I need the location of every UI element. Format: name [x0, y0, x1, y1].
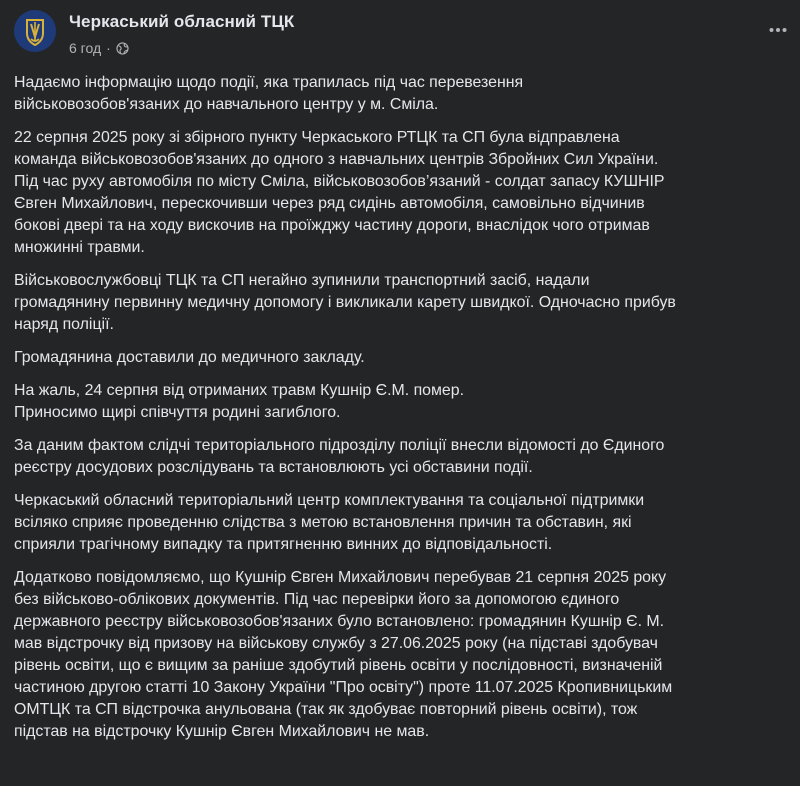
post-paragraph: Додатково повідомляємо, що Кушнір Євген Михайлович перебував 21 серпня 2025 року без військово-облікових документів. Під час перевірки його за допомогою єдиного державного реєстру військовозобов'язаних було встановлено: громадянин Кушнір Є. М. мав відстрочку від призову на військову службу з 27.06.2025 року (на підставі здобувач рівень освіти, що є вищим за раніше здобутий рівень освіти у послідовності, визначеній частиною другою статті 10 Закону України "Про освіту") проте 11.07.2025 Кропивницьким ОМТЦК та СП відстрочка анульована (так як здобуває повторний рівень освіти), тож підстав на відстрочку Кушнір Євген Михайлович не мав. [14, 569, 673, 740]
post-meta [69, 39, 129, 57]
meta-separator: · [106, 40, 111, 56]
post-header [0, 0, 800, 64]
post-paragraph: На жаль, 24 серпня від отриманих травм Кушнір Є.М. помер. Приносимо щирі співчуття родині загиблого. [14, 382, 465, 421]
post-timestamp[interactable]: 6 год [69, 40, 102, 56]
post-paragraph: Черкаський обласний територіальний центр комплектування та соціальної підтримки всіляко сприяє проведенню слідства з метою встановлення причин та обставин, які сприяли трагічному випадку та притягненню винних до відповідальності. [14, 492, 645, 553]
more-horizontal-icon[interactable] [768, 20, 788, 40]
globe-icon[interactable] [116, 42, 129, 55]
page-avatar[interactable] [14, 10, 56, 52]
tck-emblem-icon [14, 10, 56, 52]
post-paragraph: Громадянина доставили до медичного закладу. [14, 349, 365, 366]
post-paragraph: 22 серпня 2025 року зі збірного пункту Черкаського РТЦК та СП була відправлена команда військовозобов'язаних до одного з навчальних центрів Збройних Сил України. Під час руху автомобіля по місту Сміла, військовозобов’язаний - солдат запасу КУШНІР Євген Михайлович, перескочивши через ряд сидінь автомобіля, самовільно відчинив бокові двері та на ходу вискочив на проїжджу частину дороги, внаслідок чого отримав множинні травми. [14, 129, 665, 256]
page-name-link[interactable]: Черкаський обласний ТЦК [69, 12, 295, 31]
post-text [14, 72, 798, 754]
post-paragraph: Надаємо інформацію щодо події, яка трапилась під час перевезення військовозобов'язаних до навчального центру у м. Сміла. [14, 74, 524, 113]
post-paragraph: За даним фактом слідчі територіального підрозділу поліції внесли відомості до Єдиного реєстру досудових розслідувань та встановлюють усі обставини події. [14, 437, 665, 476]
post-paragraph: Військовослужбовці ТЦК та СП негайно зупинили транспортний засіб, надали громадянину первинну медичну допомогу і викликали карету швидкої. Одночасно прибув наряд поліції. [14, 272, 676, 333]
